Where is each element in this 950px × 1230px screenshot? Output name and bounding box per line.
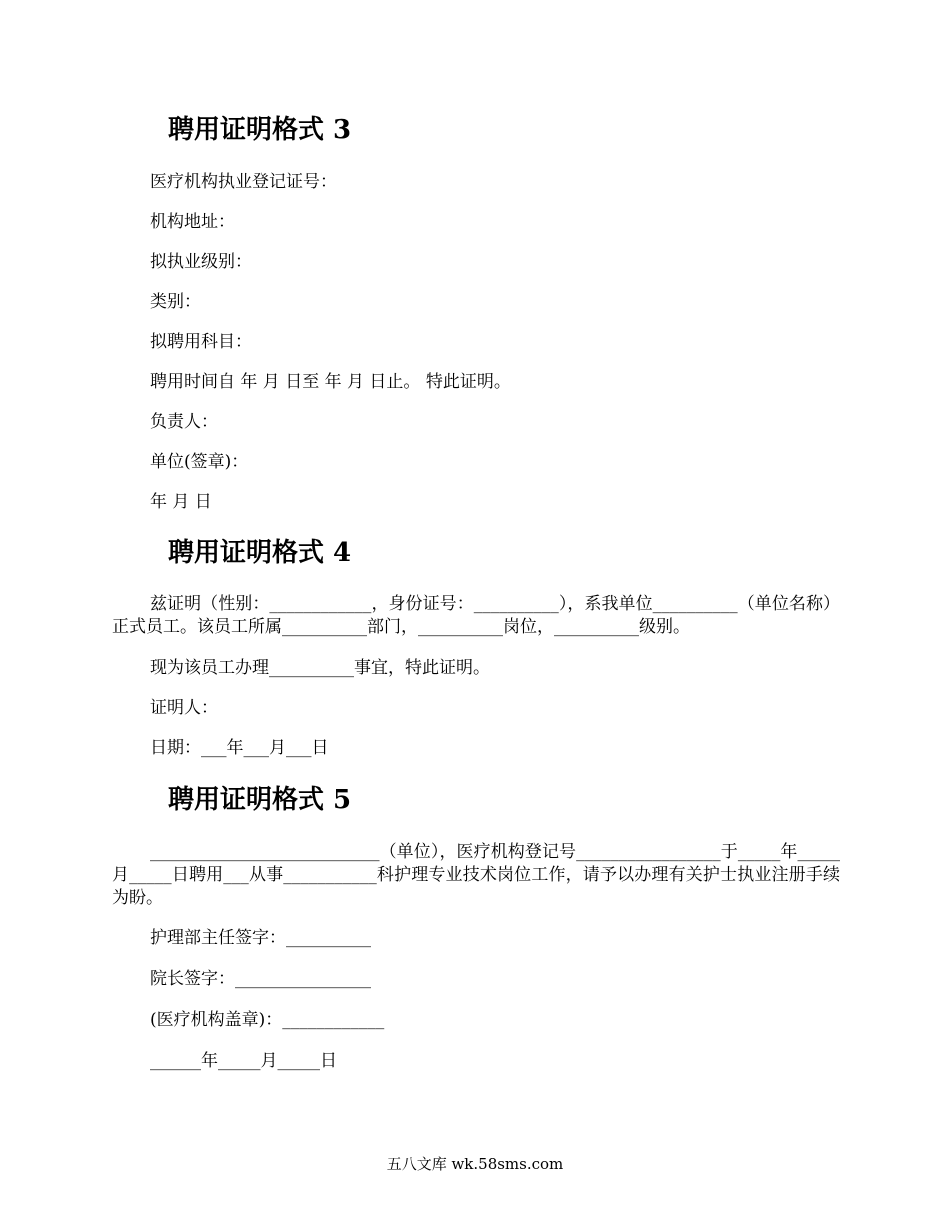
section-3-date: 年 月 日 bbox=[150, 492, 212, 512]
section-5-date: ______年_____月_____日 bbox=[150, 1051, 337, 1071]
practice-level-label: 拟执业级别： bbox=[150, 252, 252, 272]
footer-watermark: 五八文库 wk.58sms.com bbox=[386, 1155, 564, 1173]
employment-period-text: 聘用时间自 年 月 日至 年 月 日止。 特此证明。 bbox=[150, 372, 511, 392]
employment-subject-label: 拟聘用科目： bbox=[150, 332, 252, 352]
registration-number-label: 医疗机构执业登记证号： bbox=[150, 172, 337, 192]
unit-seal-label: 单位(签章)： bbox=[150, 452, 249, 472]
category-label: 类别： bbox=[150, 292, 201, 312]
dean-signature: 院长签字：________________ bbox=[150, 969, 371, 989]
section-4-title: 聘用证明格式 4 bbox=[168, 538, 352, 568]
certifier-label: 证明人： bbox=[150, 698, 218, 718]
nursing-director-signature: 护理部主任签字：__________ bbox=[150, 928, 371, 948]
section-4-date: 日期：___年___月___日 bbox=[150, 738, 329, 758]
section-5-employment-paragraph: ___________________________（单位），医疗机构登记号_________________于_____年_____月_____日聘用___从事___________科护理专业技术岗位工作，请予以办理有关护士执业注册手续为盼。 bbox=[112, 842, 840, 908]
institution-address-label: 机构地址： bbox=[150, 212, 235, 232]
institution-seal-label: (医疗机构盖章)：____________ bbox=[150, 1010, 385, 1030]
responsible-person-label: 负责人： bbox=[150, 412, 218, 432]
section-5-title: 聘用证明格式 5 bbox=[168, 785, 352, 815]
section-4-certificate-paragraph: 兹证明（性别：____________，身份证号：__________），系我单位__________（单位名称）正式员工。该员工所属__________部门，__________岗位，__________级别。 bbox=[112, 594, 840, 637]
section-4-purpose-paragraph: 现为该员工办理__________事宜，特此证明。 bbox=[150, 658, 490, 678]
section-3-title: 聘用证明格式 3 bbox=[168, 115, 352, 145]
